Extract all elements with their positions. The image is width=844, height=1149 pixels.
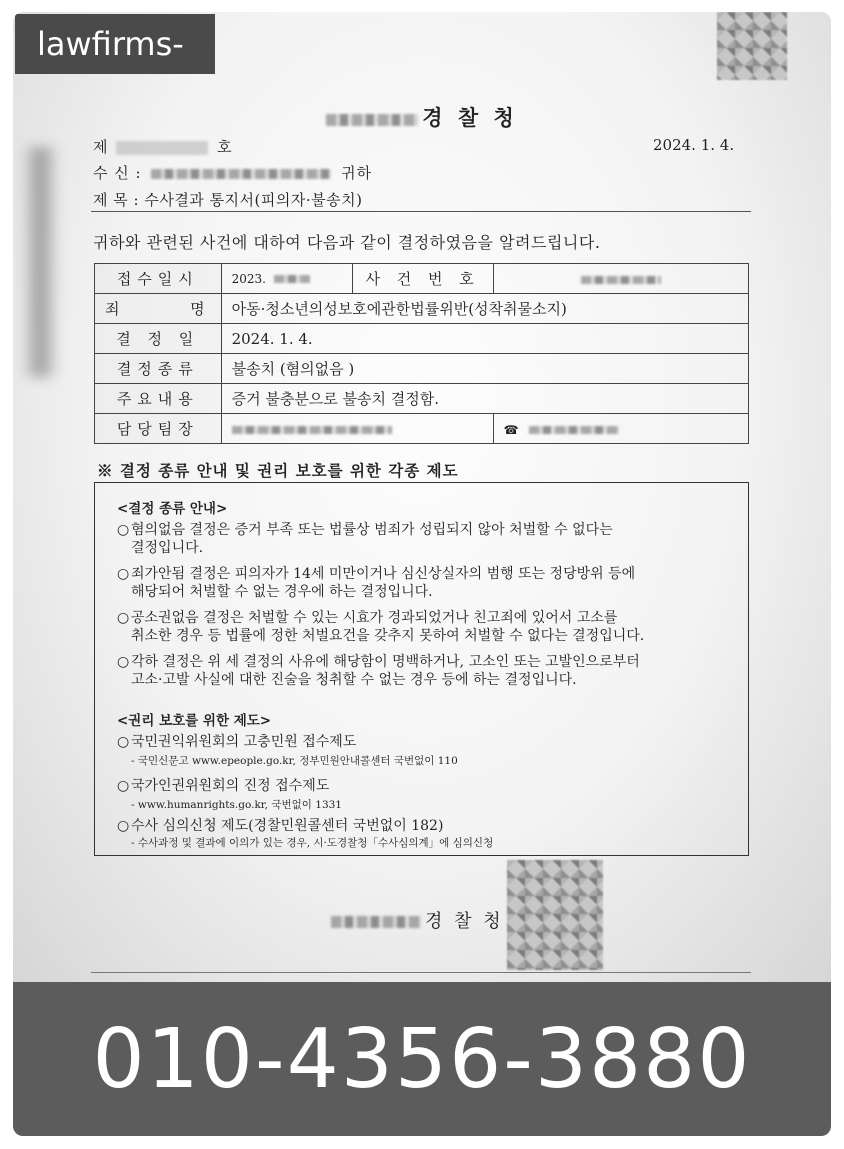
content-value: 증거 불충분으로 불송치 결정함.: [221, 384, 748, 414]
redacted-doc-number: [116, 141, 208, 155]
guide-section-title: ※ 결정 종류 안내 및 권리 보호를 위한 각종 제도: [97, 461, 459, 480]
footer-issuer: 경 찰 청: [331, 907, 504, 933]
charge-label: 죄 명: [95, 294, 222, 324]
rights-item: ○ 국민권익위원회의 고충민원 접수제도: [117, 734, 357, 750]
redacted-corner-mark: [717, 12, 787, 80]
rights-item: ○ 수사 심의신청 제도(경찰민원콜센터 국번없이 182): [117, 818, 444, 834]
team-phone: [493, 414, 748, 444]
table-row: [95, 294, 749, 324]
banner-phone-number: 010-4356-3880: [92, 1012, 752, 1107]
table-row: [95, 264, 749, 294]
rights-detail: - 국민신문고 www.epeople.go.kr, 정부민원안내콜센터 국번없이 110: [131, 755, 458, 767]
case-no-label: 사 건 번 호: [352, 264, 493, 294]
photo-frame: [13, 12, 831, 1136]
subject-line: 제 목 : 수사결과 통지서(피의자·불송치): [93, 191, 363, 209]
guide-item: ○ 각하 결정은 위 세 결정의 사유에 해당함이 명백하거나, 고소인 또는 고발인으로부터 고소·고발 사실에 대한 진술을 청취할 수 없는 경우 등에 하는 결정입니다.: [117, 654, 640, 688]
received-label: 접수일시: [95, 264, 222, 294]
redacted-recipient: [151, 169, 331, 179]
redacted-phone: [529, 426, 619, 434]
issuer-heading: 경 찰 청: [13, 102, 831, 132]
guide-box: [94, 482, 749, 856]
redacted-team-leader: [232, 426, 392, 434]
rights-title: <권리 보호를 위한 제도>: [117, 713, 272, 729]
table-row: [95, 354, 749, 384]
charge-value: 아동·청소년의성보호에관한법률위반(성착취물소지): [221, 294, 748, 324]
document-paper: [13, 12, 831, 982]
received-value: 2023.: [221, 264, 352, 294]
guide-title: <결정 종류 안내>: [117, 501, 228, 517]
redacted-station-name: [326, 114, 418, 126]
redacted-seal: [507, 860, 603, 970]
recipient-line: 수 신 : 귀하: [93, 164, 373, 182]
content-label: 주요내용: [95, 384, 222, 414]
table-row: [95, 384, 749, 414]
rights-detail: - www.humanrights.go.kr, 국번없이 1331: [131, 799, 342, 811]
team-value: [221, 414, 493, 444]
intro-text: 귀하와 관련된 사건에 대하여 다음과 같이 결정하였음을 알려드립니다.: [93, 233, 601, 252]
paper-shadow: [23, 147, 57, 377]
case-no-value: [493, 264, 748, 294]
rights-item: ○ 국가인권위원회의 진정 접수제도: [117, 778, 330, 794]
rights-detail: - 수사과정 및 결과에 이의가 있는 경우, 시·도경찰청「수사심의계」에 심의신청: [131, 837, 494, 849]
subject-underline: [91, 211, 751, 212]
table-row: [95, 324, 749, 354]
guide-item: ○ 죄가안됨 결정은 피의자가 14세 미만이거나 심신상실자의 범행 또는 정당방위 등에 해당되어 처벌할 수 없는 경우에 하는 결정입니다.: [117, 566, 636, 600]
redacted-station-name: [331, 916, 421, 928]
document-date: 2024. 1. 4.: [653, 136, 735, 154]
decision-type-label: 결정종류: [95, 354, 222, 384]
case-info-table: [94, 263, 749, 444]
document-number: 제 호: [93, 138, 232, 156]
phone-icon: ☎: [503, 422, 519, 437]
redacted-received-date: [274, 275, 310, 283]
footer-rule: [91, 972, 751, 973]
table-row: [95, 414, 749, 444]
guide-item: ○ 공소권없음 결정은 처벌할 수 있는 시효가 경과되었거나 친고죄에 있어서 고소를 취소한 경우 등 법률에 정한 처벌요건을 갖추지 못하여 처벌할 수 없다는 결정입니다.: [117, 610, 645, 644]
watermark-label: lawfirms-: [15, 14, 215, 74]
decision-type-value: 불송치 (혐의없음 ): [221, 354, 748, 384]
decision-date-label: 결 정 일: [95, 324, 222, 354]
guide-item: ○ 혐의없음 결정은 증거 부족 또는 법률상 범죄가 성립되지 않아 처벌할 수 없다는 결정입니다.: [117, 522, 613, 556]
decision-date-value: 2024. 1. 4.: [221, 324, 748, 354]
team-label: 담당팀장: [95, 414, 222, 444]
redacted-case-number: [581, 276, 661, 284]
